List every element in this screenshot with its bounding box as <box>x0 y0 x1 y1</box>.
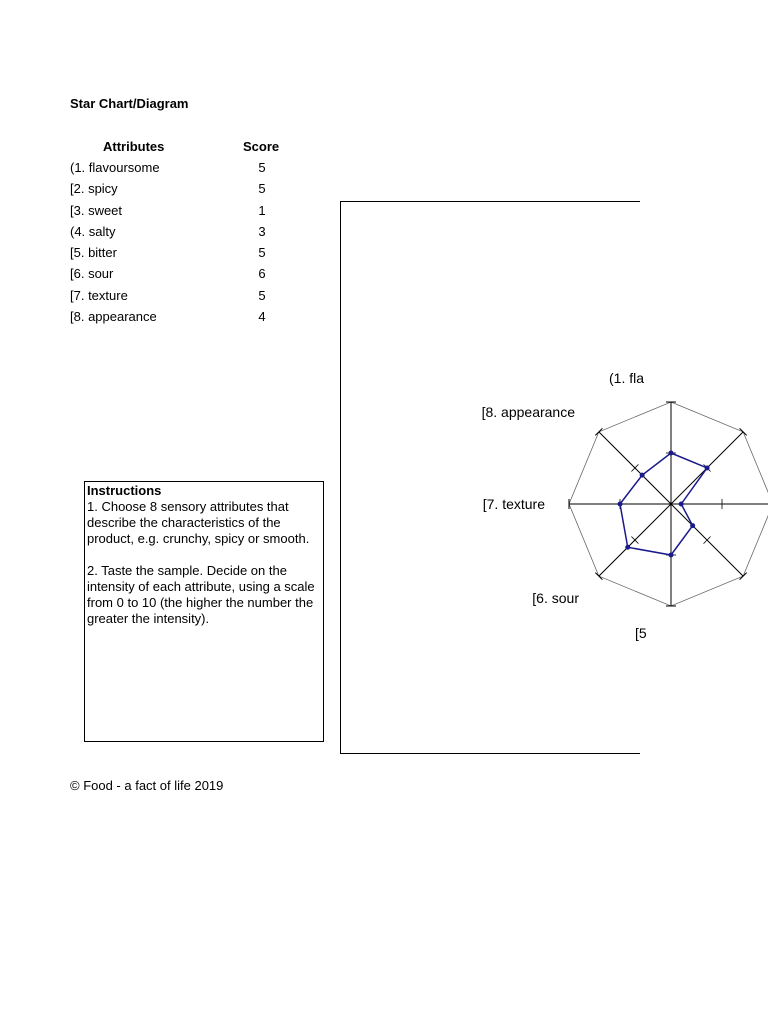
score-cell: 5 <box>258 160 266 175</box>
score-cell: 5 <box>258 287 266 303</box>
radar-data-point <box>679 502 684 507</box>
attribute-table <box>70 159 290 329</box>
score-cell: 4 <box>258 309 266 325</box>
radar-category-label: [8. appearance <box>481 404 575 420</box>
radar-data-point <box>669 553 674 558</box>
score-header: Score <box>243 139 280 154</box>
table-row <box>70 180 290 201</box>
radar-data-point <box>618 502 623 507</box>
instructions-step-2: 2. Taste the sample. Decide on the intensity of each attribute, using a scale from 0 to 10 (the higher the number the greater the intensity). <box>87 563 315 626</box>
radar-data-point <box>705 465 710 470</box>
attribute-cell: [6. sour <box>70 266 114 282</box>
radar-category-label: [6. sour <box>532 590 579 606</box>
radar-category-label: (1. fla <box>609 370 645 386</box>
table-row <box>70 265 290 286</box>
score-cell: 3 <box>258 223 266 239</box>
radar-data-point <box>669 451 674 456</box>
table-row <box>70 287 290 308</box>
page-title: Star Chart/Diagram <box>70 96 189 111</box>
radar-data-point <box>640 473 645 478</box>
attribute-cell: [2. spicy <box>70 181 118 197</box>
radar-data-point <box>625 545 630 550</box>
score-cell: 5 <box>258 181 266 197</box>
table-row <box>70 202 290 223</box>
instructions-step-1: 1. Choose 8 sensory attributes that describe the characteristics of the product, e.g. crunchy, spicy or smooth. <box>87 499 310 546</box>
attribute-cell: (4. salty <box>70 223 116 239</box>
radar-category-label: [5 <box>635 625 647 641</box>
radar-data-point <box>690 523 695 528</box>
table-row <box>70 244 290 265</box>
star-chart <box>341 202 647 755</box>
attribute-cell: [3. sweet <box>70 202 123 218</box>
attribute-cell: (1. flavoursome <box>70 160 160 175</box>
score-cell: 5 <box>258 245 266 261</box>
attribute-cell: [7. texture <box>70 287 128 303</box>
score-cell: 1 <box>258 202 266 218</box>
instructions-box <box>84 481 324 742</box>
star-chart-frame <box>340 201 647 754</box>
attribute-cell: [5. bitter <box>70 245 117 261</box>
radar-category-label: [7. texture <box>482 496 545 512</box>
table-row <box>70 159 290 180</box>
instructions-title: Instructions <box>87 483 162 498</box>
attributes-header: Attributes <box>103 139 165 154</box>
table-row <box>70 223 290 244</box>
score-cell: 6 <box>258 266 266 282</box>
attribute-cell: [8. appearance <box>70 309 157 325</box>
copyright-footer: © Food - a fact of life 2019 <box>70 778 224 793</box>
table-row <box>70 308 290 329</box>
